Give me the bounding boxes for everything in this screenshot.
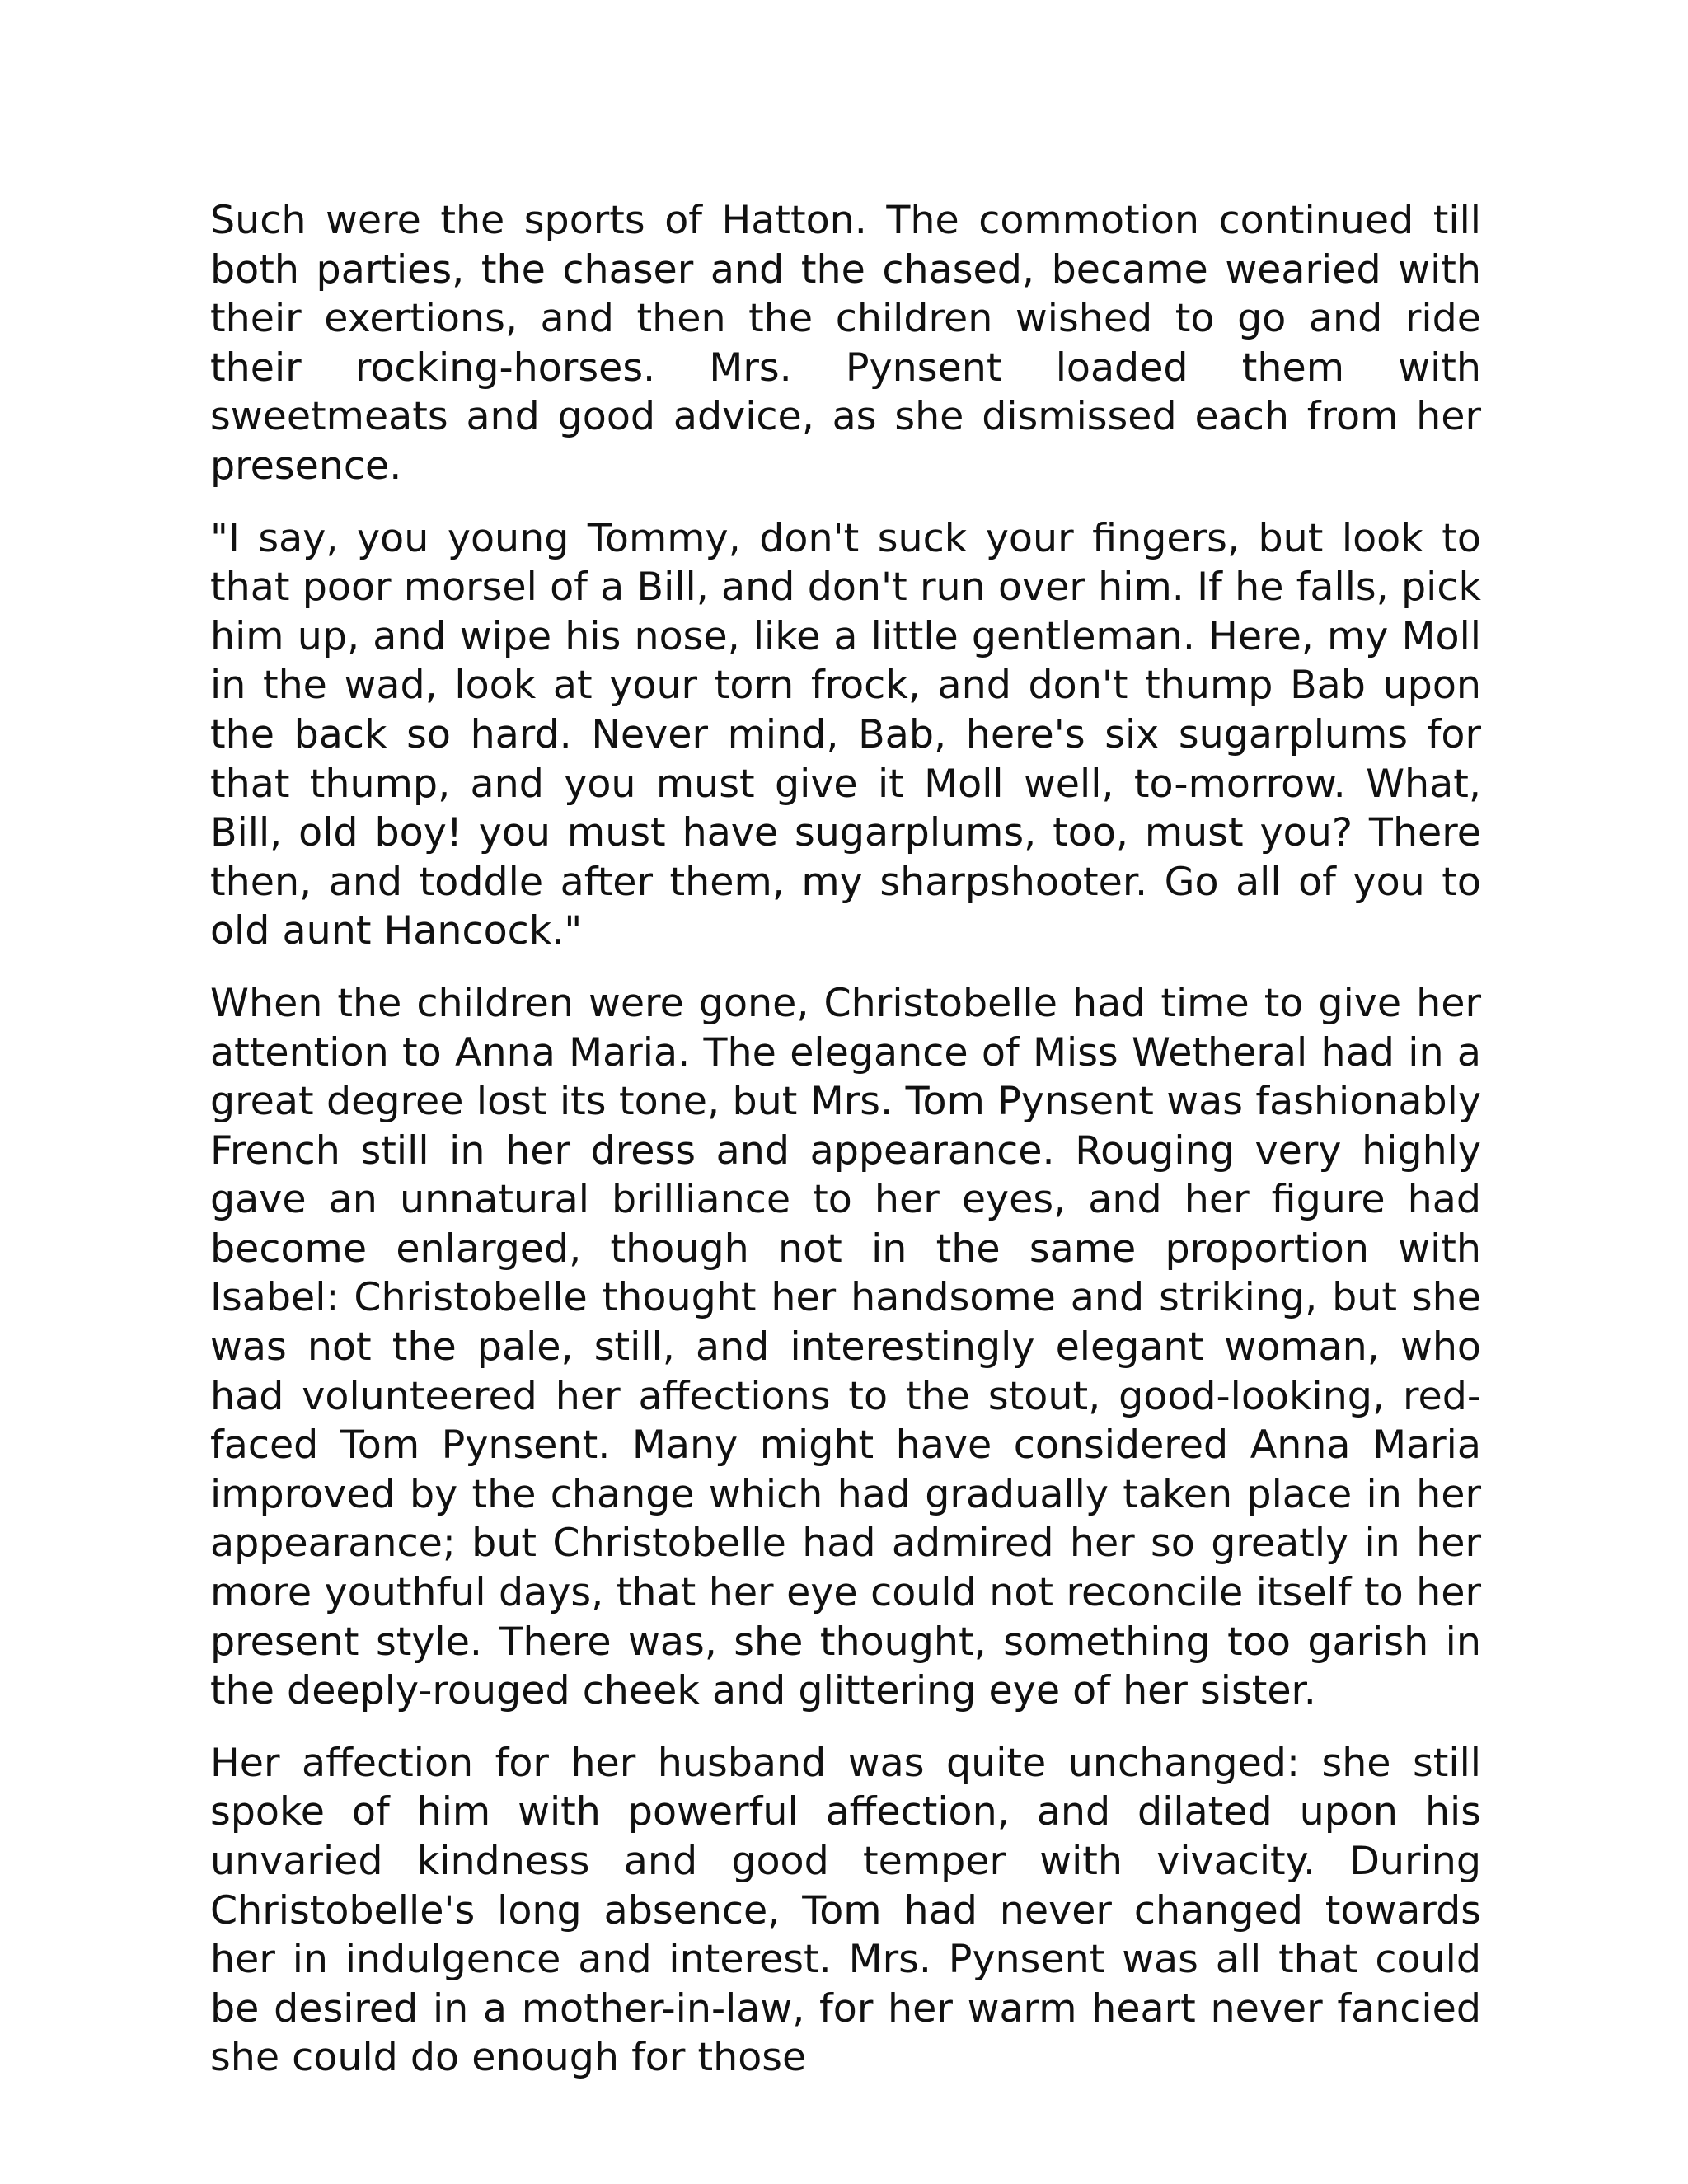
paragraph-1: Such were the sports of Hatton. The commotion continued till both parties, the chaser and the chased, became wearied with their exertions, and then the children wished to go and ride their rocking-horses. Mrs. Pynsent loaded them with sweetmeats and good advice, as she dismissed each from her presence. [210, 198, 1481, 489]
page-body [210, 196, 1481, 2083]
paragraph-4: Her affection for her husband was quite unchanged: she still spoke of him with powerful affection, and dilated upon his unvaried kindness and good temper with vivacity. During Christobelle's long absence, Tom had never changed towards her in indulgence and interest. Mrs. Pynsent was all that could be desired in a mother-in-law, for her warm heart never fancied she could do enough for those [210, 1740, 1481, 2081]
paragraph-2: "I say, you young Tommy, don't suck your fingers, but look to that poor morsel of a Bill, and don't run over him. If he falls, pick him up, and wipe his nose, like a little gentleman. Here, my Moll in the wad, look at your torn frock, and don't thump Bab upon the back so hard. Never mind, Bab, here's six sugarplums for that thump, and you must give it Moll well, to-morrow. What, Bill, old boy! you must have sugarplums, too, must you? There then, and toddle after them, my sharpshooter. Go all of you to old aunt Hancock." [210, 515, 1481, 954]
paragraph-3: When the children were gone, Christobelle had time to give her attention to Anna Maria. The elegance of Miss Wetheral had in a great degree lost its tone, but Mrs. Tom Pynsent was fashionably French still in her dress and appearance. Rouging very highly gave an unnatural brilliance to her eyes, and her figure had become enlarged, though not in the same proportion with Isabel: Christobelle thought her handsome and striking, but she was not the pale, still, and interestingly elegant woman, who had volunteered her affections to the stout, good-looking, red-faced Tom Pynsent. Many might have considered Anna Maria improved by the change which had gradually taken place in her appearance; but Christobelle had admired her so greatly in her more youthful days, that her eye could not reconcile itself to her present style. There was, she thought, something too garish in the deeply-rouged cheek and glittering eye of her sister. [210, 980, 1481, 1714]
